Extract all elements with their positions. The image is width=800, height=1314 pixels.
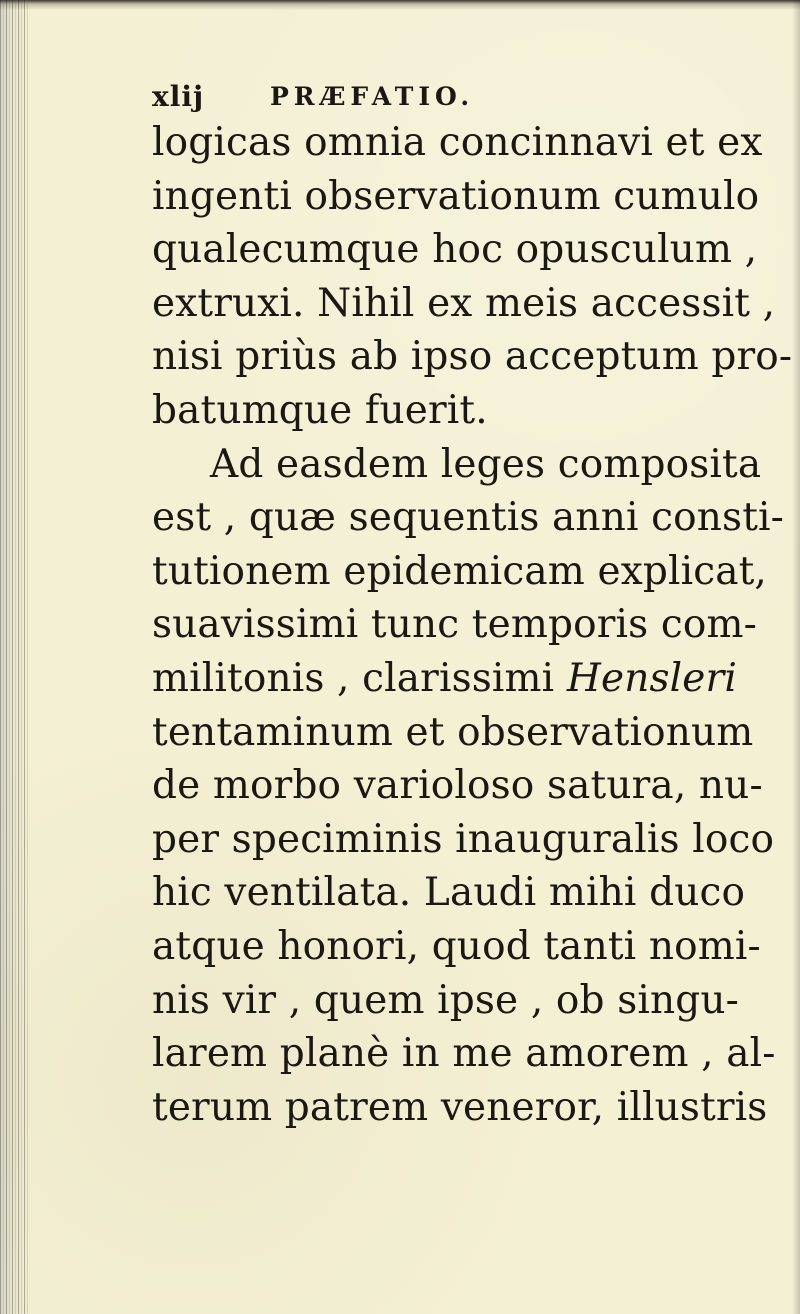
running-title: PRÆFATIO. xyxy=(270,82,475,111)
text-line-with-italic-name xyxy=(152,652,792,706)
text-line: larem planè in me amorem , al- xyxy=(152,1031,776,1077)
text-line: nisi priùs ab ipso acceptum pro- xyxy=(152,334,793,380)
text-line: ingenti observationum cumulo xyxy=(152,173,760,219)
text-line: de morbo varioloso satura, nu- xyxy=(152,763,763,809)
text-line: logicas omnia concinnavi et ex xyxy=(152,120,763,165)
text-line: terum patrem veneror, illustris xyxy=(152,1084,768,1130)
top-page-shadow xyxy=(0,0,800,10)
latin-text-block xyxy=(152,116,792,1134)
paragraph-start-line: Ad easdem leges composita xyxy=(210,441,762,487)
page-folio: xlij xyxy=(152,80,205,113)
text-segment: militonis , clarissimi xyxy=(152,655,567,701)
italic-name: Hensleri xyxy=(566,655,737,701)
text-line: atque honori, quod tanti nomi- xyxy=(152,923,761,969)
text-line: est , quæ sequentis anni consti- xyxy=(152,495,784,541)
text-line: per speciminis inauguralis loco xyxy=(152,816,775,862)
text-line: qualecumque hoc opusculum , xyxy=(152,227,758,273)
left-binding-edge xyxy=(0,0,30,1314)
text-line: nis vir , quem ipse , ob singu- xyxy=(152,977,739,1023)
text-line: tentaminum et observationum xyxy=(152,709,754,755)
text-line: tutionem epidemicam explicat, xyxy=(152,548,767,594)
right-page-shadow xyxy=(792,0,800,1314)
text-line: batumque fuerit. xyxy=(152,387,488,433)
text-line: hic ventilata. Laudi mihi duco xyxy=(152,870,746,916)
text-line: extruxi. Nihil ex meis accessit , xyxy=(152,280,776,326)
text-line: suavissimi tunc temporis com- xyxy=(152,602,757,648)
